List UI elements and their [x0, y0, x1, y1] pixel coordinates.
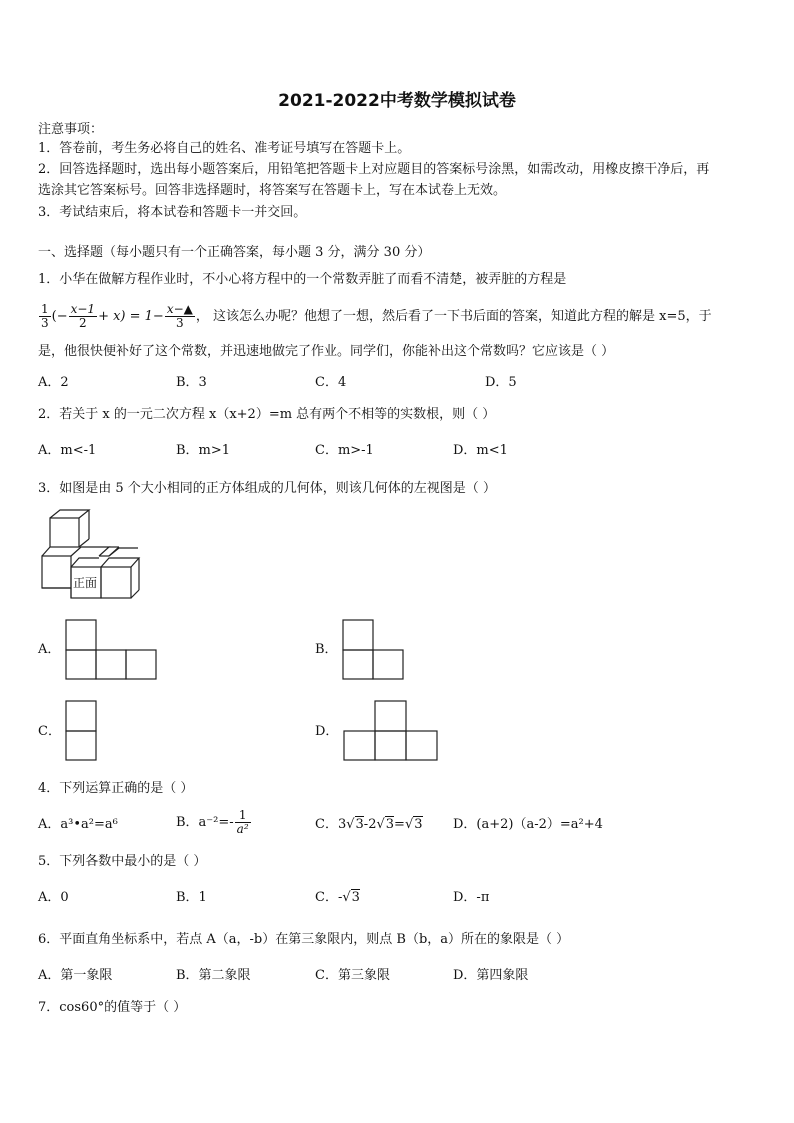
q1-option-b: B．3 [176, 375, 207, 390]
q5-option-a: A．0 [38, 890, 69, 905]
exam-title: 2021-2022中考数学模拟试卷 [278, 91, 516, 111]
q7-stem: 7．cos60°的值等于（ ） [38, 1000, 187, 1015]
q4-option-b-text: B．a⁻²=- [176, 815, 234, 830]
q4-option-c-radical-1: √3 [346, 817, 364, 832]
q1-eq-mid: + x) = 1− [98, 309, 164, 324]
q4-option-c-eq: = [394, 817, 405, 832]
q6-stem: 6．平面直角坐标系中，若点 A（a，-b）在第三象限内，则点 B（b，a）所在的象限是（ ） [38, 932, 570, 947]
q3-option-a-label: A． [38, 642, 61, 657]
q6-option-a: A．第一象限 [38, 968, 113, 983]
q2-stem: 2．若关于 x 的一元二次方程 x（x+2）=m 总有两个不相等的实数根，则（ ） [38, 407, 496, 422]
note-1: 1．答卷前，考生务必将自己的姓名、准考证号填写在答题卡上。 [38, 141, 411, 156]
q1-line3: 是，他很快便补好了这个常数，并迅速地做完了作业。同学们，你能补出这个常数吗？它应该是（ ） [38, 344, 615, 359]
q6-option-d: D．第四象限 [453, 968, 529, 983]
q6-option-b: B．第二象限 [176, 968, 251, 983]
q1-line2-tail: ， 这该怎么办呢？他想了一想，然后看了一下书后面的答案，知道此方程的解是 x=5，于 [195, 309, 712, 324]
q4-option-d: D．(a+2)（a-2）=a²+4 [453, 817, 603, 832]
q4-option-b [176, 806, 252, 840]
q1-option-d: D．5 [485, 375, 517, 390]
q4-option-c-mid: -2 [363, 817, 377, 832]
q4-option-a: A．a³•a²=a⁶ [38, 817, 118, 832]
q4-option-b-frac: $\frac{1}{\text{a²}}$ [236, 808, 249, 836]
q1-equation [38, 297, 712, 337]
q1-line1: 1．小华在做解方程作业时，不小心将方程中的一个常数弄脏了而看不清楚，被弄脏的方程是 [38, 272, 567, 287]
q2-option-b: B．m>1 [176, 443, 231, 458]
q3-stem: 3．如图是由 5 个大小相同的正方体组成的几何体，则该几何体的左视图是（ ） [38, 481, 496, 496]
notes-heading: 注意事项： [38, 122, 104, 137]
q1-option-a: A．2 [38, 375, 69, 390]
q2-option-c: C．m>-1 [315, 443, 374, 458]
section-heading: 一、选择题（每小题只有一个正确答案，每小题 3 分，满分 30 分） [38, 245, 431, 260]
q3-option-c-view [64, 699, 100, 763]
q3-solid-figure [38, 506, 178, 606]
q3-option-c-label: C． [38, 724, 61, 739]
q3-option-d-view [342, 699, 442, 763]
q3-front-label: 正面 [73, 576, 98, 590]
q3-option-b-view [341, 618, 407, 682]
q5-option-b: B．1 [176, 890, 207, 905]
q1-frac-2: $\frac{x-1}{2}$ [70, 302, 96, 330]
q4-option-c-radical-3: √3 [404, 817, 423, 832]
q4-option-c-radical-2: √3 [376, 817, 395, 832]
q1-frac-3: $\frac{x-▲}{3}$ [166, 302, 193, 330]
note-2: 2．回答选择题时，选出每小题答案后，用铅笔把答题卡上对应题目的答案标号涂黑，如需改动，用橡皮擦干净后，再 [38, 162, 710, 177]
q3-option-d-label: D． [315, 724, 339, 739]
q5-stem: 5．下列各数中最小的是（ ） [38, 854, 207, 869]
q5-option-c [315, 889, 360, 907]
note-3: 3．考试结束后，将本试卷和答题卡一并交回。 [38, 205, 307, 220]
q4-option-c [315, 816, 423, 834]
q1-frac-1: $\frac{1}{3}$ [41, 302, 49, 330]
q2-option-d: D．m<1 [453, 443, 508, 458]
q5-option-d: D．-π [453, 890, 490, 905]
q5-option-c-radical: √3 [342, 890, 360, 905]
q5-option-c-pre: C．- [315, 890, 343, 905]
q3-option-b-label: B． [315, 642, 338, 657]
q1-eq-open: (− [51, 309, 68, 324]
q1-option-c: C．4 [315, 375, 347, 390]
q2-option-a: A．m<-1 [38, 443, 97, 458]
note-2-cont: 选涂其它答案标号。回答非选择题时，将答案写在答题卡上，写在本试卷上无效。 [38, 183, 507, 198]
q4-option-c-pre: C．3 [315, 817, 347, 832]
q6-option-c: C．第三象限 [315, 968, 390, 983]
q3-option-a-view [64, 618, 160, 682]
q4-stem: 4．下列运算正确的是（ ） [38, 781, 194, 796]
